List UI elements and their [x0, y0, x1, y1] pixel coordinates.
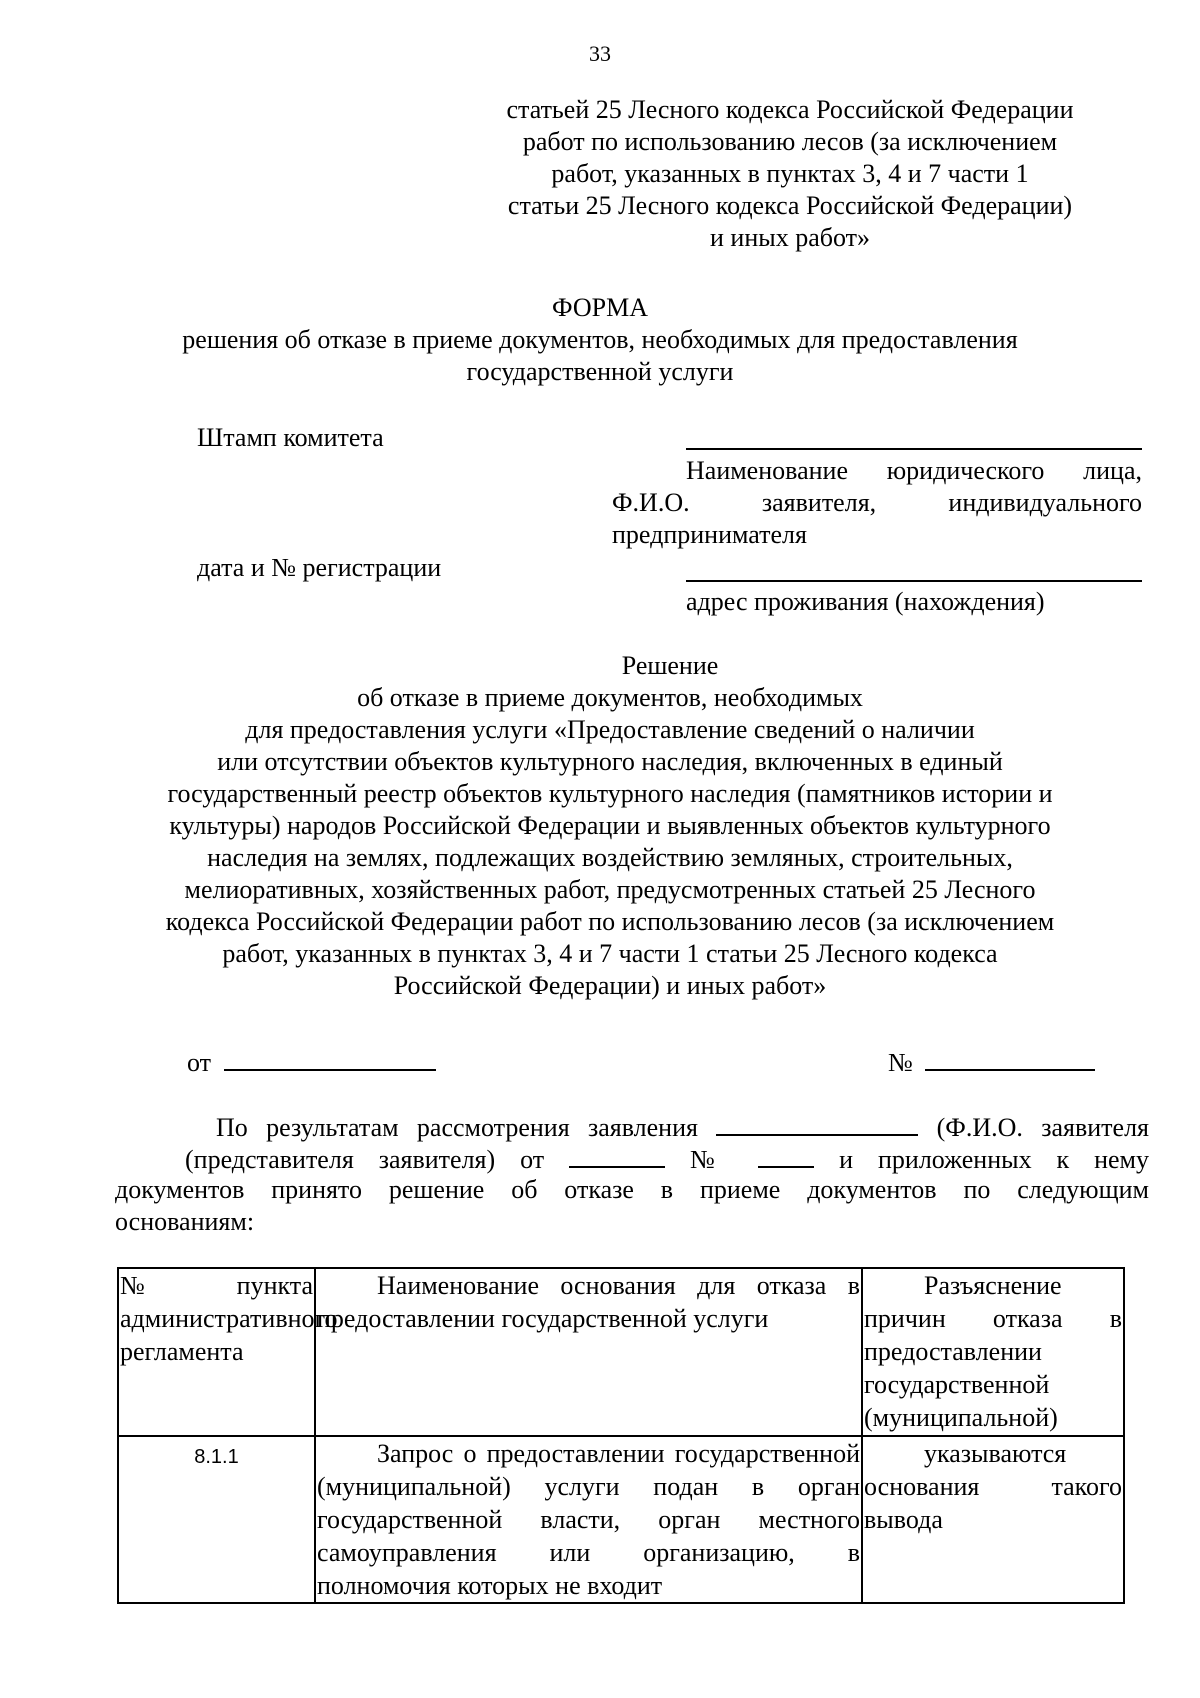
number-field-row	[888, 1045, 1095, 1079]
date-inline-blank[interactable]	[569, 1142, 665, 1168]
row-ground-cell: Запрос о предоставлении государственной (муниципальной) услуги подан в орган государственной власти, орган местного самоуправления или организацию, в полномочия которых не входит	[315, 1436, 862, 1603]
decision-line: наследия на землях, подлежащих воздействию земляных, строительных,	[207, 843, 1013, 872]
decision-line: культуры) народов Российской Федерации и выявленных объектов культурного	[169, 811, 1051, 840]
registration-label: дата и № регистрации	[197, 553, 442, 582]
decision-line: кодекса Российской Федерации работ по использованию лесов (за исключением	[165, 907, 1055, 936]
body-line2-a: (представителя заявителя) от	[185, 1145, 545, 1174]
addressee-block	[612, 455, 1142, 551]
form-subtitle	[100, 324, 1100, 388]
header-line: работ, указанных в пунктах 3, 4 и 7 части 1	[551, 159, 1029, 188]
header-line: статьи 25 Лесного кодекса Российской Федерации)	[507, 191, 1073, 220]
body-line-1	[216, 1110, 1149, 1144]
decision-line: для предоставления услуги «Предоставление сведений о наличии	[245, 715, 975, 744]
addressee-address-underline	[686, 580, 1142, 582]
table-header-row	[118, 1268, 1124, 1436]
decision-line: мелиоративных, хозяйственных работ, предусмотренных статьей 25 Лесного	[184, 875, 1036, 904]
body-line-3: документов принято решение об отказе в приеме документов по следующим	[115, 1175, 1149, 1204]
form-subtitle-line: государственной услуги	[466, 357, 734, 386]
page-number: 33	[589, 41, 611, 66]
decision-line: работ, указанных в пунктах 3, 4 и 7 части 1 статьи 25 Лесного кодекса	[222, 939, 998, 968]
decision-line: или отсутствии объектов культурного наследия, включенных в единый	[217, 747, 1003, 776]
addressee-name-underline	[686, 448, 1142, 450]
decision-line: государственный реестр объектов культурного наследия (памятников истории и	[167, 779, 1053, 808]
addressee-line-3: предпринимателя	[612, 520, 807, 549]
decision-line: об отказе в приеме документов, необходимых	[357, 683, 863, 712]
body-line2-b: №	[690, 1145, 734, 1174]
addressee-line-1: Наименование юридического лица,	[686, 456, 1142, 485]
header-cell-item: № пункта административного регламента	[118, 1268, 315, 1436]
header-line: работ по использованию лесов (за исключением	[522, 127, 1058, 156]
decision-title: Решение	[621, 651, 719, 680]
decision-line: Российской Федерации) и иных работ»	[393, 971, 827, 1000]
table-row	[118, 1436, 1124, 1603]
header-block	[440, 94, 1140, 254]
row-explanation-cell: указываются основания такого вывода	[862, 1436, 1124, 1603]
form-title: ФОРМА	[552, 293, 648, 322]
from-label: от	[187, 1048, 212, 1077]
applicant-blank[interactable]	[716, 1110, 918, 1136]
decision-text	[100, 682, 1120, 1002]
number-inline-blank[interactable]	[758, 1142, 814, 1168]
number-label: №	[888, 1048, 913, 1077]
header-line: и иных работ»	[710, 223, 870, 252]
body-line-4: основаниям:	[115, 1207, 255, 1236]
number-blank[interactable]	[925, 1045, 1095, 1071]
body-part1: По результатам рассмотрения заявления	[216, 1113, 698, 1142]
date-blank[interactable]	[224, 1045, 436, 1071]
header-line: статьей 25 Лесного кодекса Российской Федерации	[506, 95, 1074, 124]
date-field-row	[187, 1045, 436, 1079]
header-cell-explanation: Разъяснение причин отказа в предоставлении государственной (муниципальной)	[862, 1268, 1124, 1436]
stamp-label: Штамп комитета	[197, 423, 384, 452]
body-part2: (Ф.И.О. заявителя	[936, 1113, 1150, 1142]
addressee-address-label: адрес проживания (нахождения)	[686, 587, 1045, 616]
row-item-cell: 8.1.1	[118, 1436, 315, 1603]
grounds-table	[117, 1267, 1125, 1604]
addressee-line-2: Ф.И.О. заявителя, индивидуального	[612, 488, 1142, 517]
form-subtitle-line: решения об отказе в приеме документов, необходимых для предоставления	[182, 325, 1018, 354]
body-line-2	[185, 1142, 1149, 1176]
body-line2-c: и приложенных к нему	[839, 1145, 1150, 1174]
header-cell-ground: Наименование основания для отказа в предоставлении государственной услуги	[315, 1268, 862, 1436]
